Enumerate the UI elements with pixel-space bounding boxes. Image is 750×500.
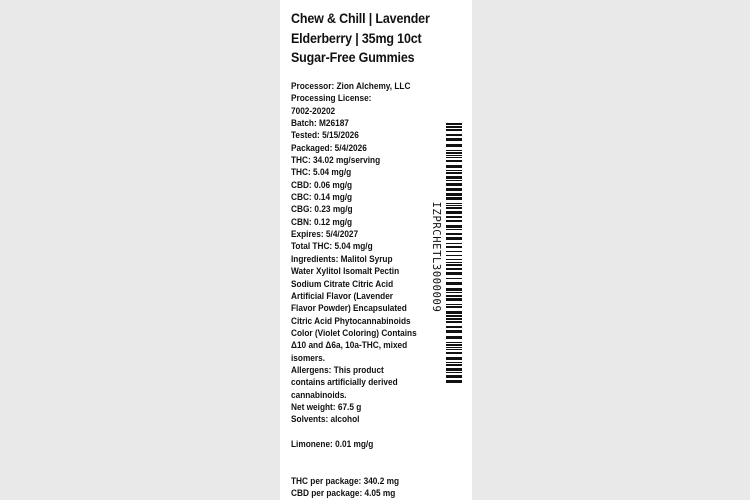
total-thc: Total THC: 5.04 mg/g [291, 241, 373, 252]
barcode-bar [446, 134, 462, 136]
product-label [280, 0, 472, 500]
allergens-text: Allergens: This product [291, 364, 384, 375]
packaged-date: Packaged: 5/4/2026 [291, 142, 367, 153]
spacer [291, 426, 435, 438]
barcode-bar [446, 255, 462, 256]
barcode-bar [446, 138, 462, 141]
batch-text: Batch: M26187 [291, 118, 349, 129]
barcode-bar [446, 220, 462, 222]
barcode-bar [446, 203, 462, 204]
product-title [291, 9, 457, 68]
ingredients-text: Δ10 and Δ6a, 10a-THC, mixed [291, 340, 408, 351]
barcode-bar [446, 170, 462, 171]
barcode-bar [446, 315, 462, 317]
barcode-bar [446, 352, 462, 354]
barcode-bar [446, 259, 462, 260]
allergens-text: contains artificially derived [291, 377, 398, 388]
cbd-concentration: CBD: 0.06 mg/g [291, 179, 353, 190]
barcode-bar [446, 272, 462, 275]
barcode-bar [446, 225, 462, 228]
barcode-bar [446, 264, 462, 266]
barcode-bar [446, 344, 462, 346]
barcode-bar [446, 336, 462, 339]
barcode-bar [446, 165, 462, 168]
cbd-per-package: CBD per package: 4.05 mg [291, 488, 396, 499]
barcode-bar [446, 123, 462, 125]
cbc-concentration: CBC: 0.14 mg/g [291, 192, 353, 203]
barcode-bar [446, 311, 462, 314]
ingredients-text: Ingredients: Malitol Syrup [291, 253, 393, 264]
product-title-line: Chew & Chill | Lavender [291, 11, 430, 26]
solvents-text: Solvents: alcohol [291, 414, 360, 425]
ingredients-text: isomers. [291, 352, 326, 363]
barcode-bar [446, 152, 462, 154]
barcode-bar [446, 211, 462, 214]
barcode-bar [446, 243, 462, 244]
barcode-bar [446, 268, 462, 270]
barcode-bar [446, 180, 462, 181]
spacer [291, 450, 435, 475]
barcode-bar [446, 246, 462, 248]
barcode-bar [446, 251, 462, 252]
cbn-concentration: CBN: 0.12 mg/g [291, 216, 353, 227]
barcode-bar [446, 144, 462, 147]
barcode-bar [446, 304, 462, 305]
barcode-bar [446, 306, 462, 308]
barcode-bar [446, 150, 462, 151]
ingredients-text: Color (Violet Coloring) Contains [291, 327, 417, 338]
barcode-bar [446, 157, 462, 158]
barcode-graphic [446, 123, 462, 385]
barcode-bar [446, 282, 462, 285]
barcode-bar [446, 380, 462, 383]
terpene-text: Limonene: 0.01 mg/g [291, 438, 374, 449]
barcode-bar [446, 364, 462, 366]
barcode-bar [446, 237, 462, 240]
expiry-date: Expires: 5/4/2027 [291, 229, 359, 240]
barcode-bar [446, 330, 462, 333]
ingredients-text: Citric Acid Phytocannabinoids [291, 315, 411, 326]
barcode-bar [446, 193, 462, 196]
barcode-bar [446, 347, 462, 348]
net-weight: Net weight: 67.5 g [291, 401, 362, 412]
barcode-bar [446, 342, 462, 343]
barcode-bar [446, 216, 462, 218]
barcode-bar [446, 368, 462, 371]
allergens-text: cannabinoids. [291, 389, 347, 400]
barcode-number-text: IZPRCHETL3000009 [430, 201, 442, 313]
barcode-bar [446, 288, 462, 291]
barcode-bar [446, 278, 462, 279]
barcode-bar [446, 183, 462, 186]
barcode-bar [446, 160, 462, 162]
barcode-bar [446, 357, 462, 360]
barcode-bar [446, 188, 462, 191]
barcode-bar [446, 172, 462, 174]
barcode-bar [446, 362, 462, 363]
cbg-concentration: CBG: 0.23 mg/g [291, 204, 353, 215]
barcode-bar [446, 292, 462, 293]
barcode-bar [446, 262, 462, 263]
barcode-bar [446, 298, 462, 301]
barcode-bar [446, 318, 462, 320]
tested-date: Tested: 5/15/2026 [291, 130, 359, 141]
barcode-bar [446, 295, 462, 297]
thc-per-package: THC per package: 340.2 mg [291, 476, 399, 486]
barcode-bar [446, 176, 462, 179]
barcode-bar [446, 321, 462, 323]
product-details [291, 80, 435, 500]
processor-text: Processor: Zion Alchemy, LLC [291, 81, 411, 91]
barcode-bar [446, 207, 462, 209]
barcode-bar [446, 233, 462, 235]
barcode-bar [446, 129, 462, 131]
ingredients-text: Sodium Citrate Citric Acid [291, 278, 394, 289]
product-title-line: Elderberry | 35mg 10ct [291, 30, 422, 46]
product-title-line: Sugar-Free Gummies [291, 50, 415, 65]
barcode-bar [446, 126, 462, 128]
thc-per-serving: THC: 34.02 mg/serving [291, 155, 381, 166]
license-number: 7002-20202 [291, 105, 336, 116]
ingredients-text: Water Xylitol Isomalt Pectin [291, 266, 400, 277]
license-label: Processing License: [291, 93, 372, 104]
barcode-bar [446, 349, 462, 350]
barcode-bar [446, 375, 462, 378]
ingredients-text: Flavor Powder) Encapsulated [291, 303, 407, 314]
ingredients-text: Artificial Flavor (Lavender [291, 290, 394, 301]
barcode-bar [446, 229, 462, 230]
barcode-bar [446, 197, 462, 200]
barcode-bar [446, 205, 462, 206]
barcode-bar [446, 155, 462, 156]
barcode-bar [446, 326, 462, 328]
barcode-bar [446, 372, 462, 373]
thc-concentration: THC: 5.04 mg/g [291, 167, 352, 178]
barcode [446, 123, 462, 385]
